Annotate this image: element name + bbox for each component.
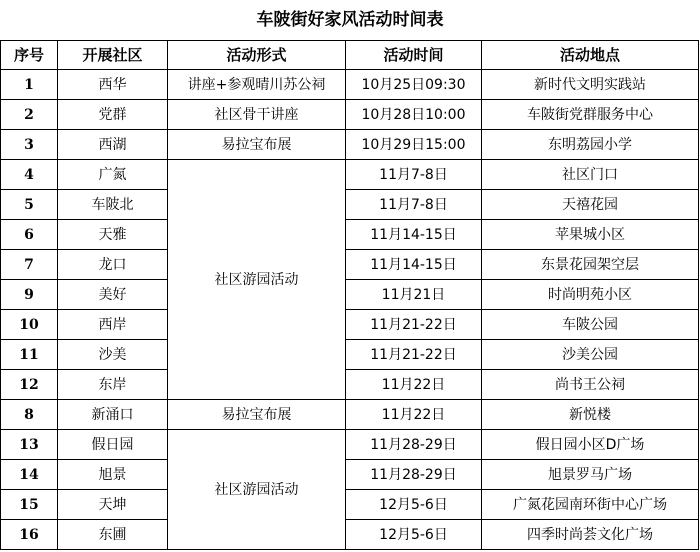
header-seq: 序号 [1, 41, 58, 70]
cell-seq: 6 [1, 220, 58, 250]
schedule-table [0, 40, 699, 550]
cell-seq: 15 [1, 490, 58, 520]
cell-time: 11月7-8日 [346, 160, 482, 190]
cell-seq: 3 [1, 130, 58, 160]
page-title: 车陂街好家风活动时间表 [256, 10, 444, 30]
cell-place: 旭景罗马广场 [482, 460, 699, 490]
cell-form: 讲座+参观晴川苏公祠 [168, 70, 346, 100]
header-time: 活动时间 [346, 41, 482, 70]
table-row [1, 190, 699, 220]
cell-place: 车陂公园 [482, 310, 699, 340]
cell-community: 天坤 [58, 490, 168, 520]
cell-place: 苹果城小区 [482, 220, 699, 250]
cell-community: 车陂北 [58, 190, 168, 220]
cell-time: 11月14-15日 [346, 220, 482, 250]
cell-seq: 4 [1, 160, 58, 190]
cell-community: 龙口 [58, 250, 168, 280]
cell-seq: 2 [1, 100, 58, 130]
cell-place: 四季时尚荟文化广场 [482, 520, 699, 550]
cell-time: 11月14-15日 [346, 250, 482, 280]
cell-place: 时尚明苑小区 [482, 280, 699, 310]
cell-time: 11月21日 [346, 280, 482, 310]
cell-place: 天禧花园 [482, 190, 699, 220]
cell-community: 天雅 [58, 220, 168, 250]
table-row [1, 280, 699, 310]
cell-time: 10月29日15:00 [346, 130, 482, 160]
cell-community: 旭景 [58, 460, 168, 490]
header-form: 活动形式 [168, 41, 346, 70]
cell-community: 西湖 [58, 130, 168, 160]
cell-time: 11月22日 [346, 400, 482, 430]
cell-community: 广氮 [58, 160, 168, 190]
table-row [1, 130, 699, 160]
cell-community: 东圃 [58, 520, 168, 550]
cell-seq: 5 [1, 190, 58, 220]
table-row [1, 310, 699, 340]
cell-seq: 7 [1, 250, 58, 280]
cell-seq: 11 [1, 340, 58, 370]
cell-time: 11月21-22日 [346, 310, 482, 340]
cell-place: 尚书王公祠 [482, 370, 699, 400]
cell-community: 新涌口 [58, 400, 168, 430]
table-row [1, 70, 699, 100]
table-row [1, 430, 699, 460]
table-row [1, 370, 699, 400]
cell-community: 东岸 [58, 370, 168, 400]
cell-form-merged: 社区游园活动 [168, 160, 346, 400]
table-row [1, 400, 699, 430]
table-row [1, 340, 699, 370]
header-community: 开展社区 [58, 41, 168, 70]
cell-time: 10月25日09:30 [346, 70, 482, 100]
cell-seq: 8 [1, 400, 58, 430]
table-row [1, 100, 699, 130]
cell-place: 沙美公园 [482, 340, 699, 370]
cell-place: 广氮花园南环街中心广场 [482, 490, 699, 520]
cell-seq: 9 [1, 280, 58, 310]
cell-time: 11月28-29日 [346, 460, 482, 490]
cell-time: 10月28日10:00 [346, 100, 482, 130]
table-row [1, 460, 699, 490]
table-row [1, 160, 699, 190]
cell-community: 美好 [58, 280, 168, 310]
header-place: 活动地点 [482, 41, 699, 70]
cell-time: 12月5-6日 [346, 490, 482, 520]
table-row [1, 520, 699, 550]
cell-place: 车陂街党群服务中心 [482, 100, 699, 130]
cell-time: 11月21-22日 [346, 340, 482, 370]
cell-community: 西华 [58, 70, 168, 100]
cell-seq: 14 [1, 460, 58, 490]
cell-place: 假日园小区D广场 [482, 430, 699, 460]
cell-community: 假日园 [58, 430, 168, 460]
cell-community: 沙美 [58, 340, 168, 370]
cell-time: 11月28-29日 [346, 430, 482, 460]
cell-seq: 16 [1, 520, 58, 550]
header-row [1, 41, 699, 70]
cell-place: 新悦楼 [482, 400, 699, 430]
cell-place: 新时代文明实践站 [482, 70, 699, 100]
cell-time: 11月7-8日 [346, 190, 482, 220]
cell-place: 东明荔园小学 [482, 130, 699, 160]
cell-seq: 13 [1, 430, 58, 460]
cell-form-merged: 社区游园活动 [168, 430, 346, 550]
cell-community: 西岸 [58, 310, 168, 340]
cell-seq: 12 [1, 370, 58, 400]
cell-seq: 10 [1, 310, 58, 340]
table-row [1, 250, 699, 280]
cell-form: 易拉宝布展 [168, 400, 346, 430]
cell-place: 东景花园架空层 [482, 250, 699, 280]
cell-time: 12月5-6日 [346, 520, 482, 550]
cell-time: 11月22日 [346, 370, 482, 400]
cell-form: 易拉宝布展 [168, 130, 346, 160]
cell-place: 社区门口 [482, 160, 699, 190]
table-row [1, 490, 699, 520]
table-row [1, 220, 699, 250]
cell-form: 社区骨干讲座 [168, 100, 346, 130]
cell-community: 党群 [58, 100, 168, 130]
cell-seq: 1 [1, 70, 58, 100]
